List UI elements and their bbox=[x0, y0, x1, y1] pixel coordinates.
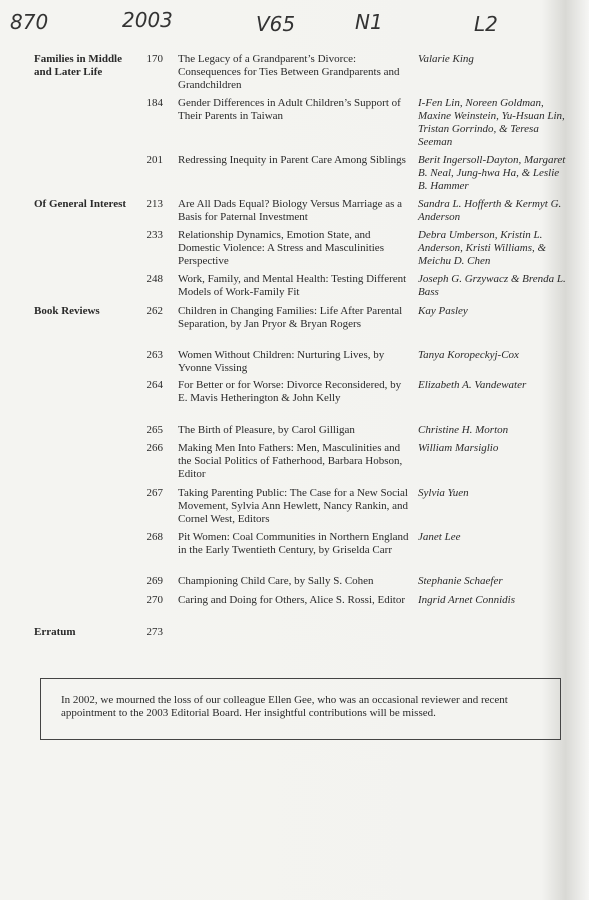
section-heading: Families in Middle and Later Life bbox=[34, 53, 122, 78]
page-number: 213 bbox=[146, 198, 163, 210]
article-title: Work, Family, and Mental Health: Testing Different Models of Work-Family Fit bbox=[178, 273, 407, 298]
article-authors: Sandra L. Hofferth & Kermyt G. Anderson bbox=[418, 198, 562, 223]
page-number: 233 bbox=[146, 229, 163, 241]
review-title: Taking Parenting Public: The Case for a New Social Movement, Sylvia Ann Hewlett, Nancy Rankin, and Cornel West, Editors bbox=[178, 487, 409, 525]
page-number: 263 bbox=[146, 349, 163, 361]
review-title: Children in Changing Families: Life After Parental Separation, by Jan Pryor & Bryan Rogers bbox=[178, 305, 403, 330]
reviewer: Stephanie Schaefer bbox=[418, 575, 503, 587]
article-authors: Debra Umberson, Kristin L. Anderson, Kristi Williams, & Meichu D. Chen bbox=[418, 229, 547, 267]
reviewer: Elizabeth A. Vandewater bbox=[418, 379, 527, 391]
reviewer: Tanya Koropeckyj-Cox bbox=[418, 349, 519, 361]
page-number: 201 bbox=[146, 154, 163, 166]
handwritten-note: V65 bbox=[256, 12, 296, 36]
section-heading: Of General Interest bbox=[34, 198, 127, 210]
article-title: Relationship Dynamics, Emotion State, and Domestic Violence: A Stress and Masculinities Perspective bbox=[178, 229, 384, 267]
review-title: Women Without Children: Nurturing Lives, by Yvonne Vissing bbox=[178, 349, 385, 374]
review-title: The Birth of Pleasure, by Carol Gilligan bbox=[178, 424, 355, 436]
page-number: 264 bbox=[146, 379, 163, 391]
page-number: 268 bbox=[146, 531, 163, 543]
page-number: 267 bbox=[146, 487, 163, 499]
article-authors: Joseph G. Grzywacz & Brenda L. Bass bbox=[418, 273, 566, 298]
reviewer: Janet Lee bbox=[418, 531, 461, 543]
handwritten-note: 870 bbox=[10, 10, 49, 34]
page-number: 184 bbox=[146, 97, 163, 109]
page-number: 262 bbox=[146, 305, 163, 317]
reviewer: Christine H. Morton bbox=[418, 424, 509, 436]
page-number: 248 bbox=[146, 273, 163, 285]
review-title: Caring and Doing for Others, Alice S. Rossi, Editor bbox=[178, 594, 406, 606]
article-title: The Legacy of a Grandparent’s Divorce: Consequences for Ties Between Grandparents and Grandchildren bbox=[178, 53, 400, 91]
section-heading: Erratum bbox=[34, 626, 76, 638]
memorial-notice-box bbox=[40, 678, 561, 740]
article-title: Redressing Inequity in Parent Care Among Siblings bbox=[178, 154, 406, 166]
handwritten-notes bbox=[0, 10, 589, 40]
page-number: 170 bbox=[146, 53, 163, 65]
reviewer: William Marsiglio bbox=[418, 442, 499, 454]
review-title: Pit Women: Coal Communities in Northern England in the Early Twentieth Century, by Griselda Carr bbox=[178, 531, 409, 556]
page-number: 273 bbox=[146, 626, 163, 638]
handwritten-note: N1 bbox=[355, 10, 383, 34]
page-number: 269 bbox=[146, 575, 163, 587]
reviewer: Sylvia Yuen bbox=[418, 487, 469, 499]
page-number: 270 bbox=[146, 594, 163, 606]
page-number: 265 bbox=[146, 424, 163, 436]
section-heading: Book Reviews bbox=[34, 305, 100, 317]
handwritten-note: 2003 bbox=[122, 8, 173, 32]
reviewer: Kay Pasley bbox=[418, 305, 468, 317]
article-title: Gender Differences in Adult Children’s Support of Their Parents in Taiwan bbox=[178, 97, 401, 122]
article-authors: Valarie King bbox=[418, 53, 474, 65]
article-authors: Berit Ingersoll-Dayton, Margaret B. Neal, Jung-hwa Ha, & Leslie B. Hammer bbox=[418, 154, 566, 192]
review-title: For Better or for Worse: Divorce Reconsidered, by E. Mavis Hetherington & John Kelly bbox=[178, 379, 402, 404]
reviewer: Ingrid Arnet Connidis bbox=[418, 594, 515, 606]
review-title: Championing Child Care, by Sally S. Cohen bbox=[178, 575, 374, 587]
handwritten-note: L2 bbox=[474, 12, 498, 36]
memorial-notice-text: In 2002, we mourned the loss of our colleague Ellen Gee, who was an occasional reviewer and recent appointment to the 2003 Editorial Board. Her insightful contributions will be missed. bbox=[61, 694, 508, 719]
review-title: Making Men Into Fathers: Men, Masculinities and the Social Politics of Fatherhood, Barbara Hobson, Editor bbox=[178, 442, 403, 480]
article-title: Are All Dads Equal? Biology Versus Marriage as a Basis for Paternal Investment bbox=[178, 198, 403, 223]
page-number: 266 bbox=[146, 442, 163, 454]
article-authors: I-Fen Lin, Noreen Goldman, Maxine Weinstein, Yu-Hsuan Lin, Tristan Gorrindo, & Teresa Seeman bbox=[418, 97, 565, 148]
